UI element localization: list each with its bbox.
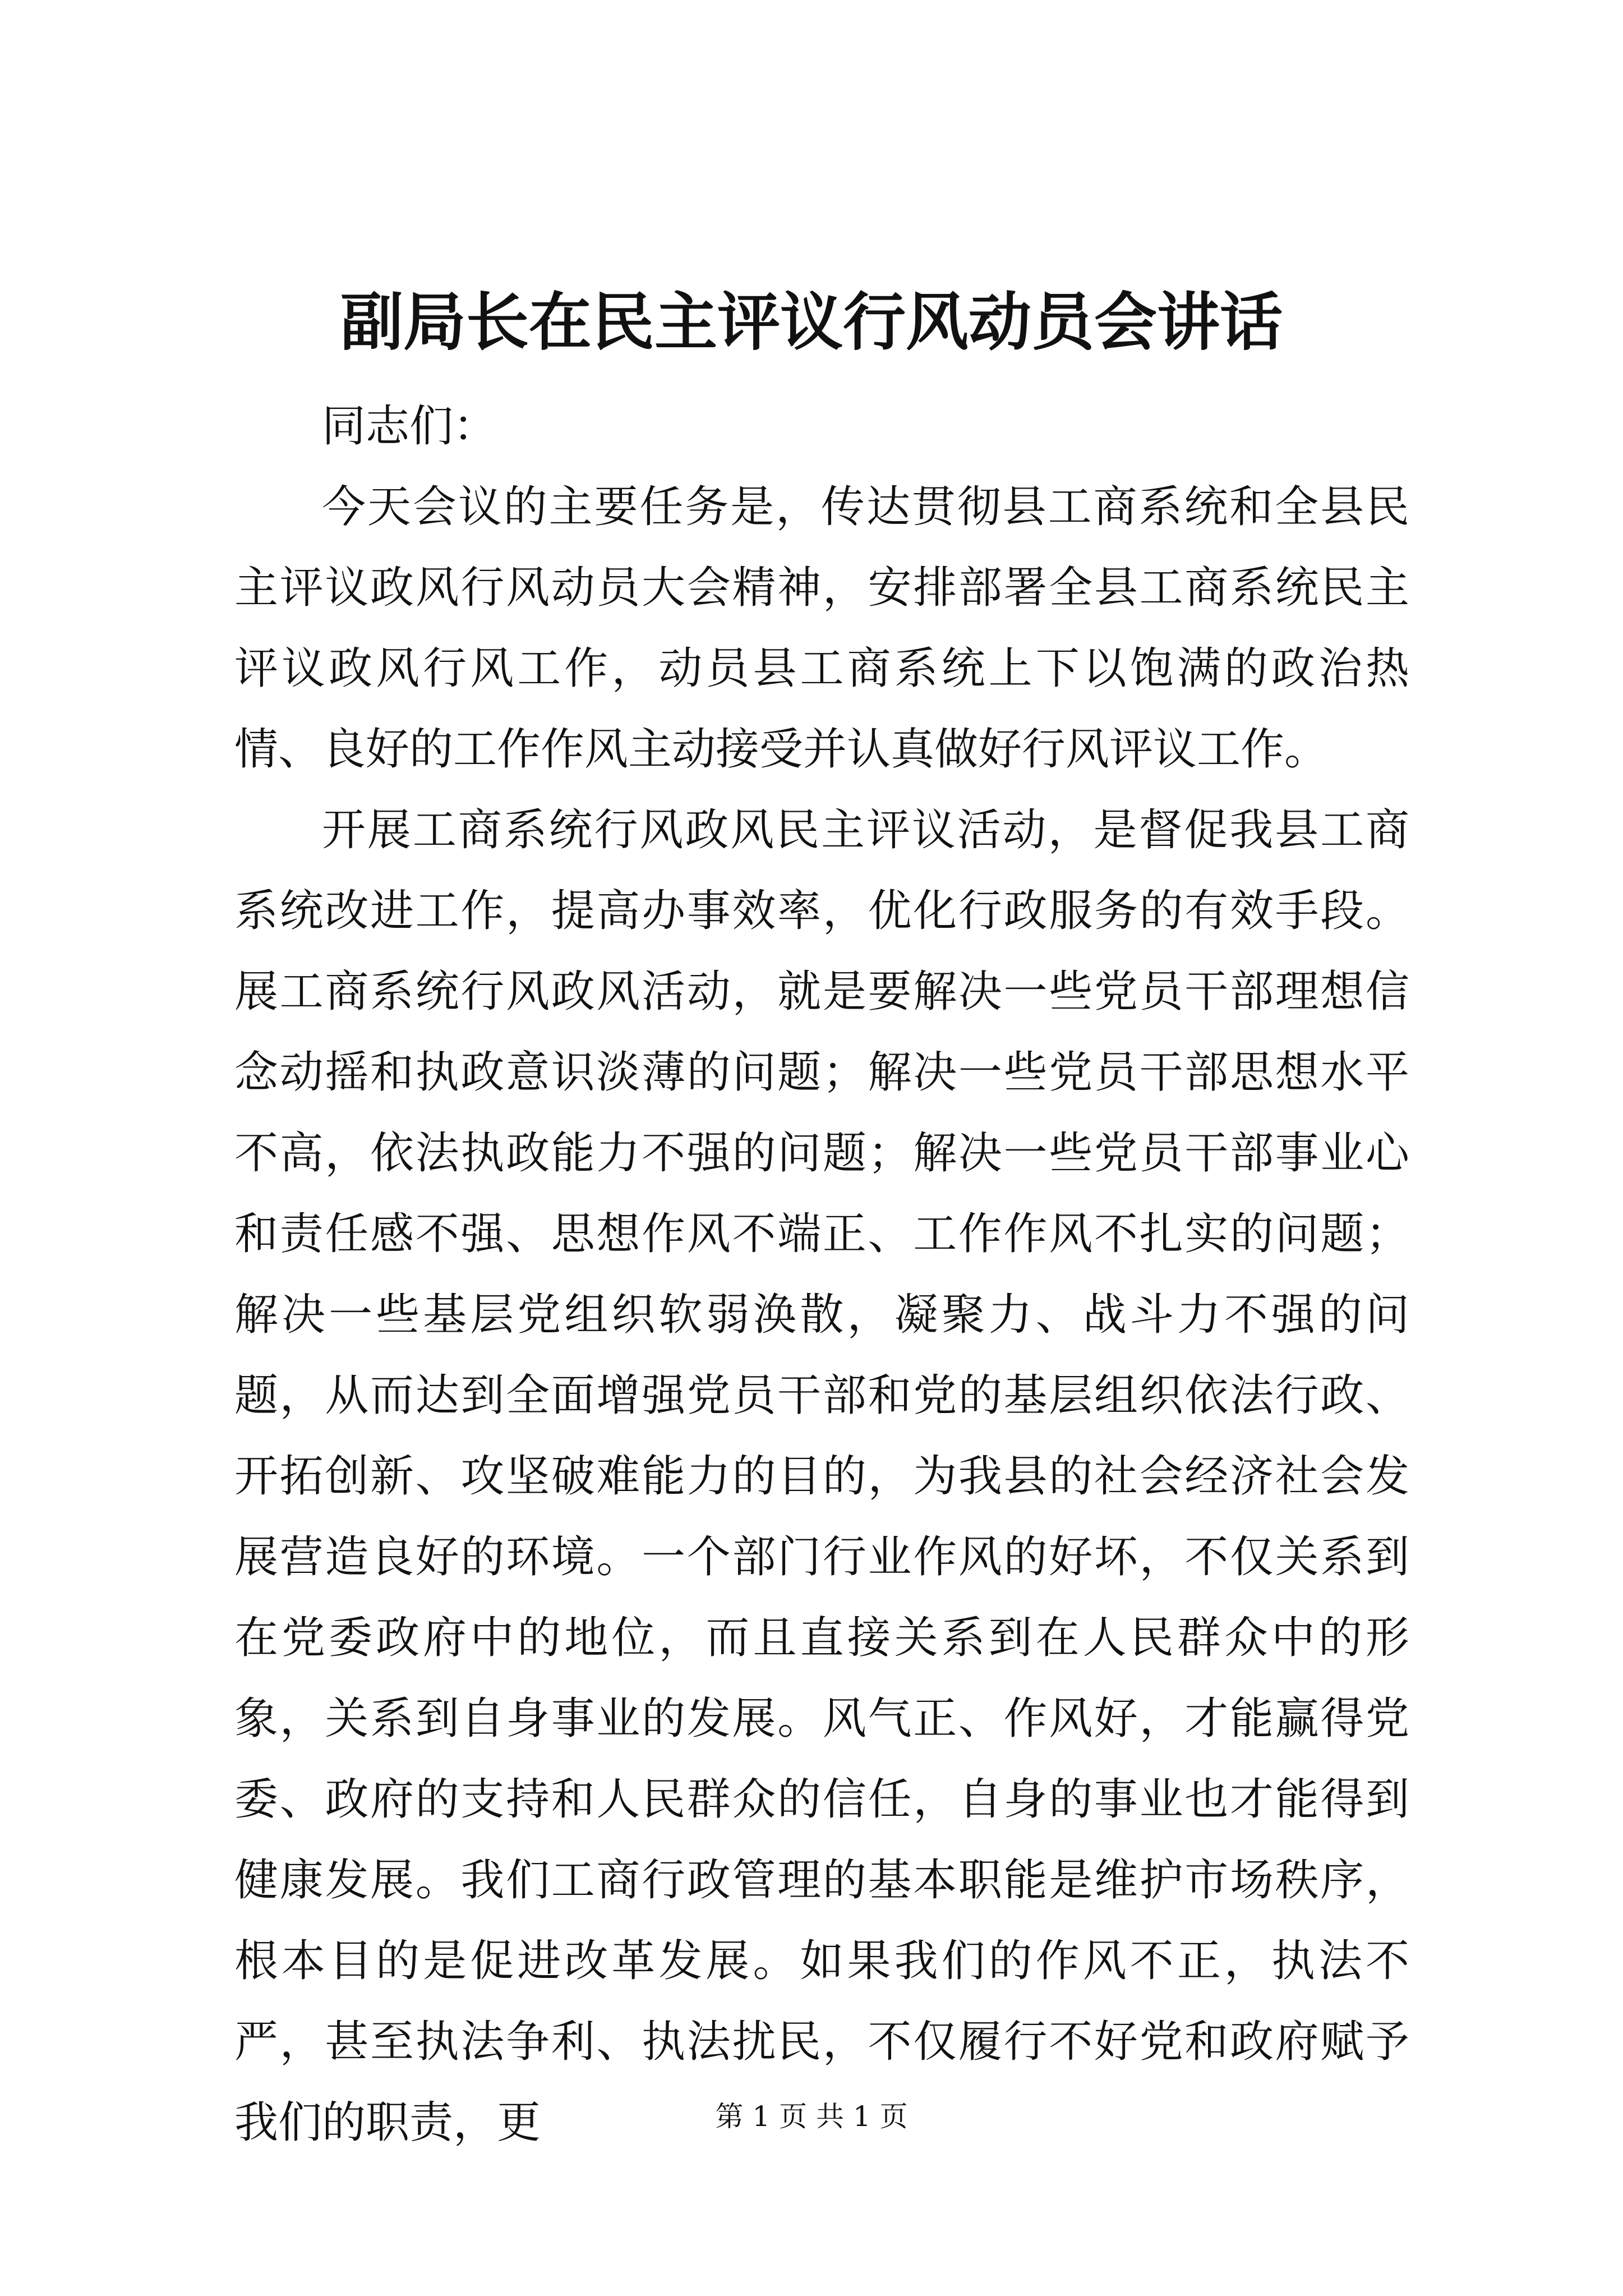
document-title: 副局长在民主评议行风动员会讲话: [340, 286, 1283, 359]
greeting-paragraph: 同志们：: [322, 401, 497, 452]
body-paragraph: 今天会议的主要任务是，传达贯彻县工商系统和全县民主评议政风行风动员大会精神，安排部署全县工商系统民主评议政风行风工作，动员县工商系统上下以饱满的政治热情、良好的工作作风主动接受并认真做好行风评议工作。: [234, 482, 1409, 775]
body-paragraph: 开展工商系统行风政风民主评议活动，是督促我县工商系统改进工作，提高办事效率，优化行政服务的有效手段。展工商系统行风政风活动，就是要解决一些党员干部理想信念动摇和执政意识淡薄的问题；解决一些党员干部思想水平不高，依法执政能力不强的问题；解决一些党员干部事业心和责任感不强、思想作风不端正、工作作风不扎实的问题；解决一些基层党组织软弱涣散，凝聚力、战斗力不强的问题，从而达到全面增强党员干部和党的基层组织依法行政、开拓创新、攻坚破难能力的目的，为我县的社会经济社会发展营造良好的环境。一个部门行业作风的好坏，不仅关系到在党委政府中的地位，而且直接关系到在人民群众中的形象，关系到自身事业的发展。风气正、作风好，才能赢得党委、政府的支持和人民群众的信任，自身的事业也才能得到健康发展。我们工商行政管理的基本职能是维护市场秩序，根本目的是促进改革发展。如果我们的作风不正，执法不严，甚至执法争利、执法扰民，不仅履行不好党和政府赋予我们的职责，更: [234, 805, 1409, 2148]
document-body: [234, 386, 1409, 2163]
page-footer: 第 1 页 共 1 页: [715, 2100, 908, 2133]
